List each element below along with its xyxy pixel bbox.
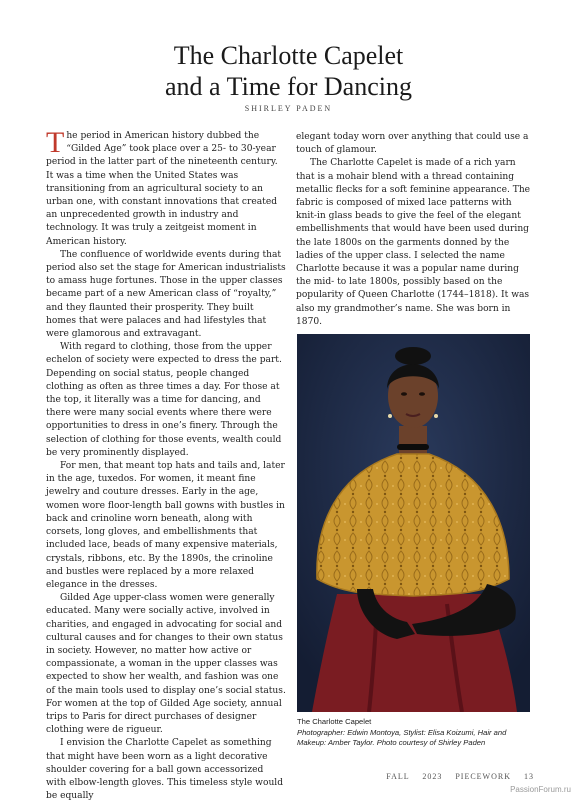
paragraph-4: For men, that meant top hats and tails and, later in the age, tuxedos. For women, it meant fine jewelry and couture dresses. Early in the age, women wore floor-length ball gowns with bustles in back and crinoline worn beneath, along with corsets, long gloves, and embellishments that included lace, beads of many expensive materials, crystals, ribbons, etc. By the 1890s, the crinoline and bustles were replaced by a more relaxed elegance in the dresses. bbox=[46, 461, 285, 590]
footer-magazine: PIECEWORK bbox=[455, 772, 511, 781]
caption-title: The Charlotte Capelet bbox=[297, 717, 372, 726]
author-byline: SHIRLEY PADEN bbox=[244, 104, 333, 113]
footer-year: 2023 bbox=[422, 772, 443, 781]
neck bbox=[399, 426, 427, 456]
paragraph-1 bbox=[46, 126, 286, 249]
paragraph-6: I envision the Charlotte Capelet as something that might have been worn as a light decorative shoulder covering for a ball gown accessorized with elbow-length gloves. This timeless style would be equally bbox=[46, 738, 284, 802]
footer-page-number: 13 bbox=[524, 772, 534, 781]
paragraph-7: elegant today worn over anything that could use a touch of glamour. bbox=[296, 132, 529, 156]
capelet-photo-illustration bbox=[297, 334, 530, 712]
paragraph-5: Gilded Age upper-class women were generally educated. Many were socially active, involved in charities, and engaged in advocating for social and cultural causes and for changes to their own status in society. However, no matter how active or compassionate, a woman in the upper classes was expected to show her wealth, and fashion was one of the main tools used to display one’s social status. For women at the top of Gilded Age society, annual trips to Paris for direct purchases of designer clothing were de rigueur. bbox=[46, 593, 286, 736]
page-footer bbox=[374, 772, 534, 781]
right-text-column bbox=[296, 131, 534, 329]
article-title-line-2: and a Time for Dancing bbox=[165, 72, 412, 101]
watermark: PassionForum.ru bbox=[510, 785, 571, 794]
model-photo bbox=[297, 334, 530, 712]
paragraph-2: The confluence of worldwide events during that period also set the stage for American industrialists to amass huge fortunes. Those in the upper classes became part of a new American class of “royalty,” and they flaunted their prosperity. They built homes that were palaces and had lifestyles that were glamorous and extravagant. bbox=[46, 249, 286, 340]
article-title-line-1: The Charlotte Capelet bbox=[173, 41, 404, 70]
drop-cap: T bbox=[46, 126, 65, 159]
photo-caption bbox=[297, 717, 537, 749]
paragraph-8: The Charlotte Capelet is made of a rich yarn that is a mohair blend with a thread containing metallic flecks for a soft feminine appearance. The fabric is composed of mixed lace patterns with knit-in glass beads to give the feel of the elegant embellishments that would have been used during the late 1800s on the garments donned by the ladies of the upper class. I selected the name Charlotte because it was a popular name during the mid- to late 1800s, possibly based on the popularity of Queen Charlotte (1744–1818). It was also my grandmother’s name. She was born in 1870. bbox=[296, 158, 531, 327]
left-text-column bbox=[46, 126, 286, 803]
paragraph-1-text: he period in American history dubbed the “Gilded Age” took place over a 25- to 30-year period in the latter part of the nineteenth century. It was a time when the United States was transitioning from an agricultural society to an urban one, with constant innovations that created an unprecedented growth in industry and technology. It was truly a zeitgeist moment in American history. bbox=[46, 131, 278, 247]
footer-season: FALL bbox=[386, 772, 410, 781]
paragraph-3: With regard to clothing, those from the upper echelon of society were expected to dress the part. Depending on social status, people changed clothing as often as three times a day. For those at the top, it literally was a time for dancing, and there were many social events where there were opportunities to dress in one’s finery. Through the selection of clothing for those events, wealth could be very prominently displayed. bbox=[46, 342, 282, 458]
caption-credit: Photographer: Edwin Montoya, Stylist: Elisa Koizumi, Hair and Makeup: Amber Taylor. Photo courtesy of Shirley Paden bbox=[297, 727, 507, 747]
velvet-choker bbox=[397, 444, 429, 450]
article-title bbox=[0, 40, 577, 102]
